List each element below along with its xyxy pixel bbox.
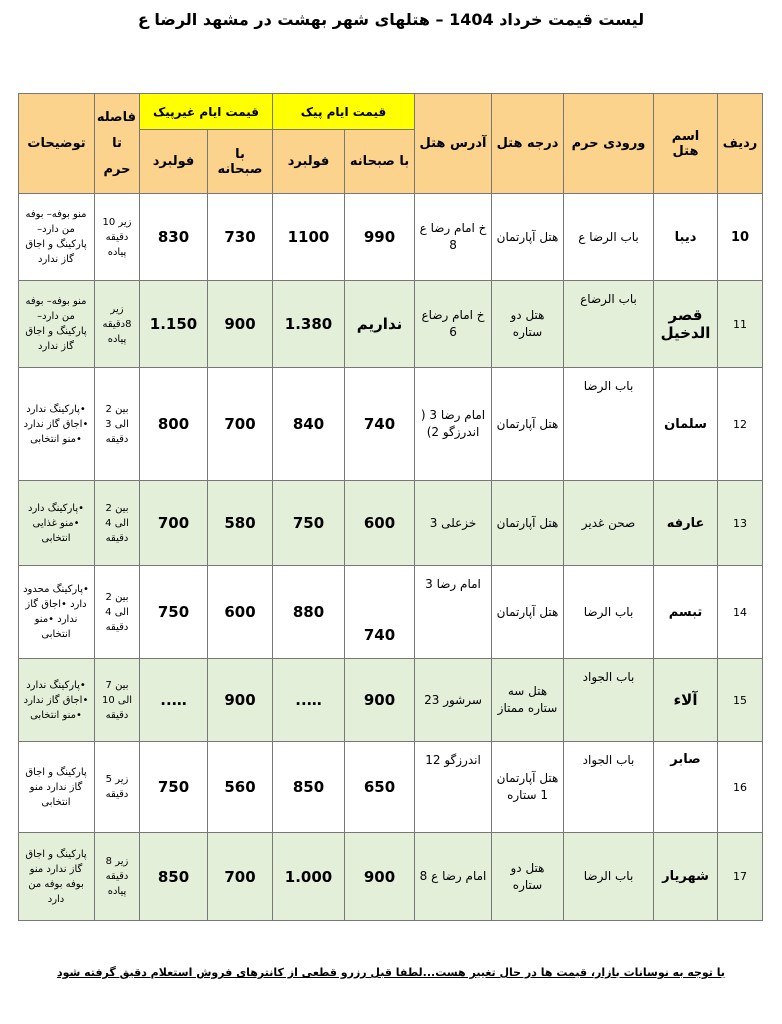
offpeak-with-breakfast-price: 730 [208,194,273,281]
peak-fullboard-price: 880 [273,566,345,659]
hotel-name: قصر الدخیل [654,281,718,368]
hotel-name: سلمان [654,368,718,481]
hotel-address: خ امام رضاع 6 [415,281,492,368]
offpeak-with-breakfast-price: 900 [208,659,273,742]
header-peak-with-breakfast: با صبحانه [345,130,415,194]
peak-fullboard-price: 1.000 [273,833,345,921]
peak-with-breakfast-price: 600 [345,481,415,566]
offpeak-fullboard-price: 850 [140,833,208,921]
row-number: 15 [718,659,763,742]
haram-entrance: باب الرضا [564,566,654,659]
offpeak-fullboard-price: 750 [140,566,208,659]
hotel-grade: هتل آپارتمان [492,481,564,566]
table-row [19,368,763,481]
header-hotel-address: آدرس هتل [415,94,492,194]
row-number: 12 [718,368,763,481]
table-row [19,281,763,368]
table-row [19,481,763,566]
peak-with-breakfast-price: نداریم [345,281,415,368]
haram-entrance: صحن غدیر [564,481,654,566]
peak-with-breakfast-price: 900 [345,659,415,742]
header-offpeak-prices: قیمت ایام غیرپیک [140,94,273,130]
hotel-notes: منو بوفه– بوفه من دارد– پارکینگ و اجاق گاز ندارد [19,281,95,368]
hotel-name: دیبا [654,194,718,281]
hotel-notes: پارکینگ و اجاق گاز ندارد منو بوفه بوفه من دارد [19,833,95,921]
header-offpeak-with-breakfast: با صبحانه [208,130,273,194]
distance-to-haram: زیر 5 دقیقه [95,742,140,833]
header-notes: توضیحات [19,94,95,194]
hotel-grade: هتل آپارتمان [492,566,564,659]
offpeak-with-breakfast-price: 580 [208,481,273,566]
hotel-notes: پارکینگ و اجاق گاز ندارد منو انتخابی [19,742,95,833]
offpeak-fullboard-price: ….. [140,659,208,742]
page-title: لیست قیمت خرداد 1404 – هتلهای شهر بهشت در مشهد الرضا ع [137,10,645,29]
peak-fullboard-price: 1.380 [273,281,345,368]
hotel-grade: هتل سه ستاره ممتاز [492,659,564,742]
hotel-name: آلاء [654,659,718,742]
offpeak-with-breakfast-price: 700 [208,833,273,921]
offpeak-fullboard-price: 700 [140,481,208,566]
distance-to-haram: بین 2 الی 3 دقیقه [95,368,140,481]
hotel-address: خزعلی 3 [415,481,492,566]
disclaimer-footer [0,966,782,979]
hotel-address: سرشور 23 [415,659,492,742]
row-number: 13 [718,481,763,566]
hotel-address: اندرزگو 12 [415,742,492,833]
distance-to-haram: بین 2 الی 4 دقیقه [95,566,140,659]
hotel-notes: •پارکینگ محدود دارد •اجاق گاز ندارد •منو انتخابی [19,566,95,659]
disclaimer-text: با توجه به نوسانات بازار، قیمت ها در حال تغییر هست...لطفا قبل رزرو قطعی از کانترهای فروش استعلام دقیق گرفته شود [56,966,726,979]
peak-with-breakfast-price: 740 [345,566,415,659]
peak-fullboard-price: 840 [273,368,345,481]
hotel-grade: هتل آپارتمان [492,368,564,481]
table-row [19,659,763,742]
hotel-grade: هتل آپارتمان [492,194,564,281]
hotel-grade: هتل آپارتمان 1 ستاره [492,742,564,833]
offpeak-fullboard-price: 800 [140,368,208,481]
row-number: 17 [718,833,763,921]
offpeak-fullboard-price: 1.150 [140,281,208,368]
row-number: 10 [718,194,763,281]
haram-entrance: باب الرضا ع [564,194,654,281]
header-hotel-grade: درجه هتل [492,94,564,194]
peak-with-breakfast-price: 990 [345,194,415,281]
hotel-notes: •پارکینگ ندارد •اجاق گاز ندارد •منو انتخابی [19,659,95,742]
hotel-price-table [18,93,763,921]
distance-to-haram: بین 2 الی 4 دقیقه [95,481,140,566]
table-row [19,566,763,659]
table-row [19,742,763,833]
header-haram-entrance: ورودی حرم [564,94,654,194]
haram-entrance: باب الجواد [564,659,654,742]
distance-to-haram: زیر 10 دقیقه پیاده [95,194,140,281]
hotel-name: عارفه [654,481,718,566]
hotel-grade: هتل دو ستاره [492,833,564,921]
offpeak-fullboard-price: 750 [140,742,208,833]
haram-entrance: باب الرضا [564,833,654,921]
distance-to-haram: بین 7 الی 10 دقیقه [95,659,140,742]
hotel-address: امام رضا ع 8 [415,833,492,921]
offpeak-with-breakfast-price: 900 [208,281,273,368]
haram-entrance: باب الرضاع [564,281,654,368]
hotel-grade: هتل دو ستاره [492,281,564,368]
row-number: 16 [718,742,763,833]
distance-to-haram: زیر 8دقیقه پیاده [95,281,140,368]
peak-with-breakfast-price: 650 [345,742,415,833]
header-row-no: ردیف [718,94,763,194]
distance-to-haram: زیر 8 دقیقه پیاده [95,833,140,921]
hotel-name: تبسم [654,566,718,659]
peak-fullboard-price: ….. [273,659,345,742]
hotel-name: شهریار [654,833,718,921]
table-row [19,194,763,281]
peak-with-breakfast-price: 740 [345,368,415,481]
offpeak-fullboard-price: 830 [140,194,208,281]
table-row [19,833,763,921]
header-offpeak-fullboard: فولبرد [140,130,208,194]
hotel-address: خ امام رضا ع 8 [415,194,492,281]
header-peak-fullboard: فولبرد [273,130,345,194]
hotel-notes: •پارکینگ ندارد •اجاق گاز ندارد •منو انتخابی [19,368,95,481]
haram-entrance: باب الجواد [564,742,654,833]
hotel-name: صابر [654,742,718,833]
hotel-address: امام رضا 3 ( اندرزگو 2) [415,368,492,481]
row-number: 14 [718,566,763,659]
header-hotel-name: اسم هتل [654,94,718,194]
header-distance: فاصله تا حرم [95,94,140,194]
offpeak-with-breakfast-price: 700 [208,368,273,481]
peak-fullboard-price: 850 [273,742,345,833]
offpeak-with-breakfast-price: 560 [208,742,273,833]
header-peak-prices: قیمت ایام پیک [273,94,415,130]
peak-fullboard-price: 1100 [273,194,345,281]
peak-fullboard-price: 750 [273,481,345,566]
haram-entrance: باب الرضا [564,368,654,481]
hotel-notes: منو بوفه– بوفه من دارد– پارکینگ و اجاق گاز ندارد [19,194,95,281]
hotel-address: امام رضا 3 [415,566,492,659]
row-number: 11 [718,281,763,368]
offpeak-with-breakfast-price: 600 [208,566,273,659]
hotel-notes: •پارکینگ دارد •منو غذایی انتخابی [19,481,95,566]
peak-with-breakfast-price: 900 [345,833,415,921]
